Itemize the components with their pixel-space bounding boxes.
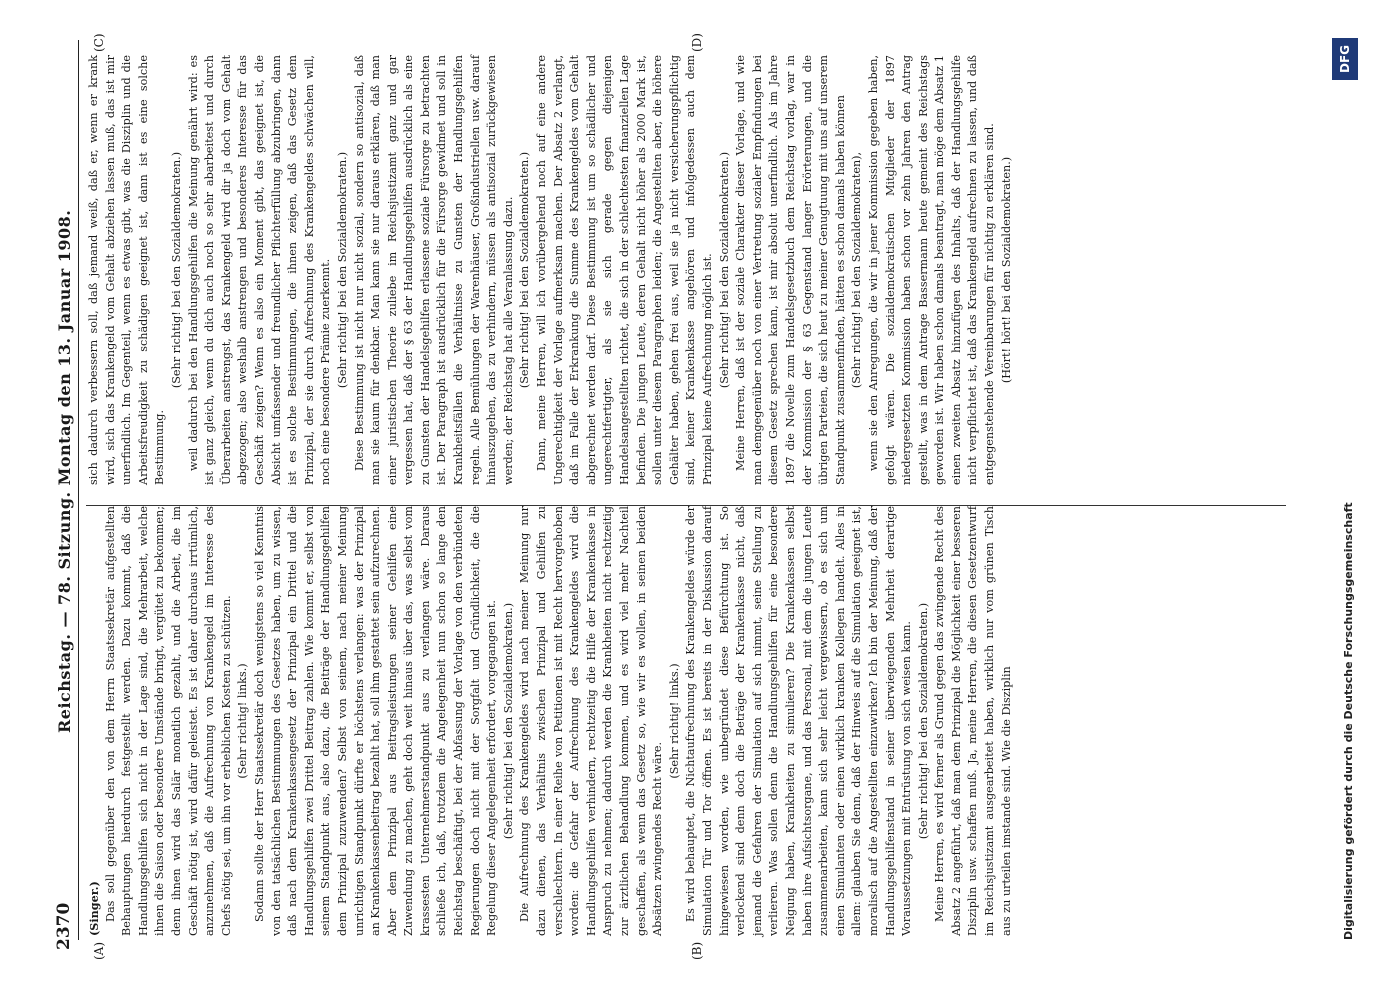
interjection: (Sehr richtig! bei den Sozialdemokraten.) [717,151,731,389]
paragraph: sich dadurch verbessern soll, daß jemand weiß, daß er, wenn er krank wird, sich das Krankengeld vom Gehalt abziehen lassen muß, das ist mir unerfindlich. Im Gegenteil, wenn es etwas gibt, was die Disziplin und die Arbeitsfreudigkeit zu schädigen geeignet ist, dann ist es eine solche Bestimmung. [87,55,167,485]
header-rule [78,40,79,940]
page-number: 2370 [54,902,74,950]
interjection: (Hört! hört! bei den Sozialdemokraten.) [999,156,1013,384]
paragraph: Sodann sollte der Herr Staatssekretär doch wenigstens so viel Kenntnis von den tatsächlichen Bestimmungen des Gesetzes haben, um zu wissen, daß nach dem Krankenkassengesetz der Prinzipal ein Drittel und die Handlungsgehilfen zwei Drittel Beitrag zahlen. Wie kommt er, selbst von seinem Standpunkt aus, also dazu, die Beiträge der Handlungsgehilfen dem Prinzipal zuzuwenden? Selbst von seinem, nach meiner Meinung unrichtigen Standpunkt dürfte er höchstens verlangen: was der Prinzipal an Krankenkassenbeitrag bezahlt hat, soll ihm gestattet sein aufzurechnen. Aber dem Prinzipal aus Beitragsleistungen seiner Gehilfen eine Zuwendung zu machen, geht doch weit hinaus über das, was selbst vom krassesten Unternehmerstandpunkt aus zu verlangen wäre. Daraus schließe ich, daß, trotzdem die Angelegenheit nun schon so lange den Reichstag beschäftigt, bei der Abfassung der Vorlage von den verbündeten Regierungen doch nicht mit der Sorgfalt und Gründlichkeit, die die Regelung dieser Angelegenheit erfordert, vorgegangen ist. [252,506,499,936]
paragraph: Die Aufrechnung des Krankengeldes wird nach meiner Meinung nur dazu dienen, das Verhältnis zwischen Prinzipal und Gehilfen zu verschlechtern. In einer Reihe von Petitionen ist mit Recht hervorgehoben worden: die Gefahr der Aufrechnung des Krankengeldes wird die Handlungsgehilfen verhindern, rechtzeitig die Hilfe der Krankenkasse in Anspruch zu nehmen; dadurch werden die Krankheiten nicht rechtzeitig zur ärztlichen Behandlung kommen, und es wird viel mehr Nachteil geschaffen, als wenn das Gesetz so, wie wir es wollen, in seinen beiden Absätzen zwingendes Recht wäre. [518,506,665,936]
margin-mark-d: (D) [690,33,704,52]
speaker-name: (Singer.) [87,881,101,936]
paragraph: Diese Bestimmung ist nicht nur nicht sozial, sondern so antisozial, daß man sie kaum für denkbar. Man kann sie nur daraus erklären, daß man einer juristischen Theorie zuliebe im Reichsjustizamt ganz und gar vergessen hat, daß der § 63 der Handlungsgehilfen ausdrücklich als eine zu Gunsten der Handelsgehilfen erlassene soziale Fürsorge zu betrachten ist. Der Paragraph ist ausdrücklich für die Fürsorge gewidmet und soll in Krankheitsfällen die Verhältnisse zu Gunsten der Handlungsgehilfen regeln. Alle Bemühungen der Warenhäuser, Großindustriellen usw. darauf hinauszugehen, das zu verhindern, müssen als antisozial zurückgewiesen werden; der Reichstag hat alle Veranlassung dazu. [352,55,515,485]
page-title: Reichstag. — 78. Sitzung. Montag den 13. Januar 1908. [55,209,74,734]
interjection: (Sehr richtig! links.) [236,663,250,779]
paragraph: Dann, meine Herren, will ich vorübergehend noch auf eine andere Ungerechtigkeit der Vorlage aufmerksam machen. Der Absatz 2 verlangt, daß im Falle der Erkrankung die Summe des Krankengeldes vom Gehalt abgerechnet werden darf. Diese Bestimmung ist um so schädlicher und ungerechtfertigter, als sie sich gerade gegen diejenigen Handelsangestellten richtet, die sich in der schlechtesten finanziellen Lage befinden. Die jungen Leute, deren Gehalt nicht höher als 2000 Mark ist, sollen unter diesem Paragraphen leiden; die Angestellten aber, die höhere Gehälter haben, gehen frei aus, weil sie ja nicht versicherungspflichtig sind, keiner Krankenkasse angehören und infolgedessen auch dem Prinzipal keine Aufrechnung möglich ist. [535,55,714,485]
paragraph: Meine Herren, es wird ferner als Grund gegen das zwingende Recht des Absatz 2 angeführt, daß man dem Prinzipal die Möglichkeit einer besseren Disziplin usw. schaffen muß. Ja, meine Herren, die diesen Gesetzentwurf im Reichsjustizamt ausgearbeitet haben, wirklich nur vom grünen Tisch aus zu urteilen imstande sind. Wie die Disziplin [933,506,1013,936]
paragraph: Es wird behauptet, die Nichtaufrechnung des Krankengeldes würde der Simulation Tür und Tor öffnen. Es ist bereits in der Diskussion darauf hingewiesen worden, wie unbegründet diese Befürchtung ist. So verlockend sind denn doch die Beträge der Krankenkasse nicht, daß jemand die Gefahren der Simulation auf sich nimmt, seine Stellung zu verlieren. Was sollen denn die Handlungsgehilfen für eine besondere Neigung haben, Krankheiten zu simulieren? Die Krankenkassen selbst haben ihre Aufsichtsorgane, und das Personal, mit dem die jungen Leute zusammenarbeiten, kann sich sehr leicht vergewissern, ob es sich um einen Simulanten oder einen wirklich kranken Kollegen handelt. Alles in allem: glauben Sie denn, daß der Hinweis auf die Simulation geeignet ist, moralisch auf die Angestellten einzuwirken? Ich bin der Meinung, daß der Handlungsgehilfenstand in seiner überwiegenden Mehrheit derartige Voraussetzungen mit Entrüstung von sich weisen kann. [684,506,914,936]
paragraph: weil dadurch bei den Handlungsgehilfen die Meinung genährt wird: es ist ganz gleich, wenn du dich auch noch so sehr abarbeitest und durch Überarbeiten anstrengst, das Krankengeld wird dir ja doch vom Gehalt abgezogen; also weshalb anstrengen und besonderes Interesse für das Geschäft zeigen? Wenn es also ein Moment gibt, das geeignet ist, die Absicht umfassender und freundlicher Pflichterfüllung abzubringen, dann ist es solche Bestimmungen, die ihnen zeigen, daß das Gesetz dem Prinzipal, der sie durch Aufrechnung des Krankengeldes schwächen will, noch eine besondere Prämie zuerkennt. [186,55,333,485]
margin-mark-c: (C) [92,33,106,52]
page-header [40,40,74,950]
right-column [86,55,1286,485]
interjection: (Sehr richtig! bei den Sozialdemokraten.) [916,602,930,840]
left-column [86,506,1286,936]
interjection: (Sehr richtig! bei den Sozialdemokraten), [850,151,864,389]
interjection: (Sehr richtig! links.) [667,663,681,779]
interjection: (Sehr richtig! bei den Sozialdemokraten.) [335,151,349,389]
interjection: (Sehr richtig! bei den Sozialdemokraten.) [518,151,532,389]
digitization-credit: Digitalisierung gefördert durch die Deutsche Forschungsgemeinschaft [1342,502,1355,940]
interjection: (Sehr richtig! bei den Sozialdemokraten.) [501,602,515,840]
dfg-logo: DFG [1332,38,1358,80]
margin-mark-a: (A) [92,941,106,960]
paragraph: Das soll gegenüber den von dem Herrn Staatssekretär aufgestellten Behauptungen hierdurch festgestellt werden. Dazu kommt, daß die Handlungsgehilfen sich nicht in der Lage sind, die Mehrarbeit, welche ihnen die Saison oder besondere Umstände bringt, vergütet zu bekommen; denn ihnen wird das Salär monatlich gezahlt, und die Arbeit, die im Geschäft nötig ist, wird dafür geleistet. Es ist daher durchaus irrtümlich, anzunehmen, daß die Aufrechnung von Krankengeld im Interesse des Chefs nötig sei, um ihn vor erheblichen Kosten zu schützen. [103,506,233,936]
paragraph: Meine Herren, daß ist der soziale Charakter dieser Vorlage, und wie man demgegenüber noch von einer Vertretung sozialer Empfindungen bei diesem Gesetz sprechen kann, ist mir absolut unerfindlich. Als im Jahre 1897 die Novelle zum Handelsgesetzbuch dem Reichstag vorlag, war in der Kommission der § 63 Gegenstand langer Erörterungen, und die übrigen Parteien, die sich heut zu meiner Genugtuung mit uns auf unserem Standpunkt zusammenfinden, hätten es schon damals haben können [734,55,847,485]
interjection: (Sehr richtig! bei den Sozialdemokraten.) [169,151,183,389]
paragraph: wenn sie den Anregungen, die wir in jener Kommission gegeben haben, gefolgt wären. Die sozialdemokratischen Mitglieder der 1897 niedergesetzten Kommission haben schon vor zehn Jahren den Antrag gestellt, was in dem Antrage Bassermann heute gemeint des Reichstags geworden ist. Wir haben schon damals beantragt, man möge dem Absatz 1 einen zweiten Absatz hinzufügen des Inhalts, daß der Handlungsgehilfe nicht verpflichtet ist, daß das Krankengeld aufrechnen zu lassen, und daß entgegenstehende Vereinbarungen für nichtig zu erklären sind. [866,55,997,485]
column-divider [86,505,1286,506]
margin-mark-b: (B) [690,941,704,960]
